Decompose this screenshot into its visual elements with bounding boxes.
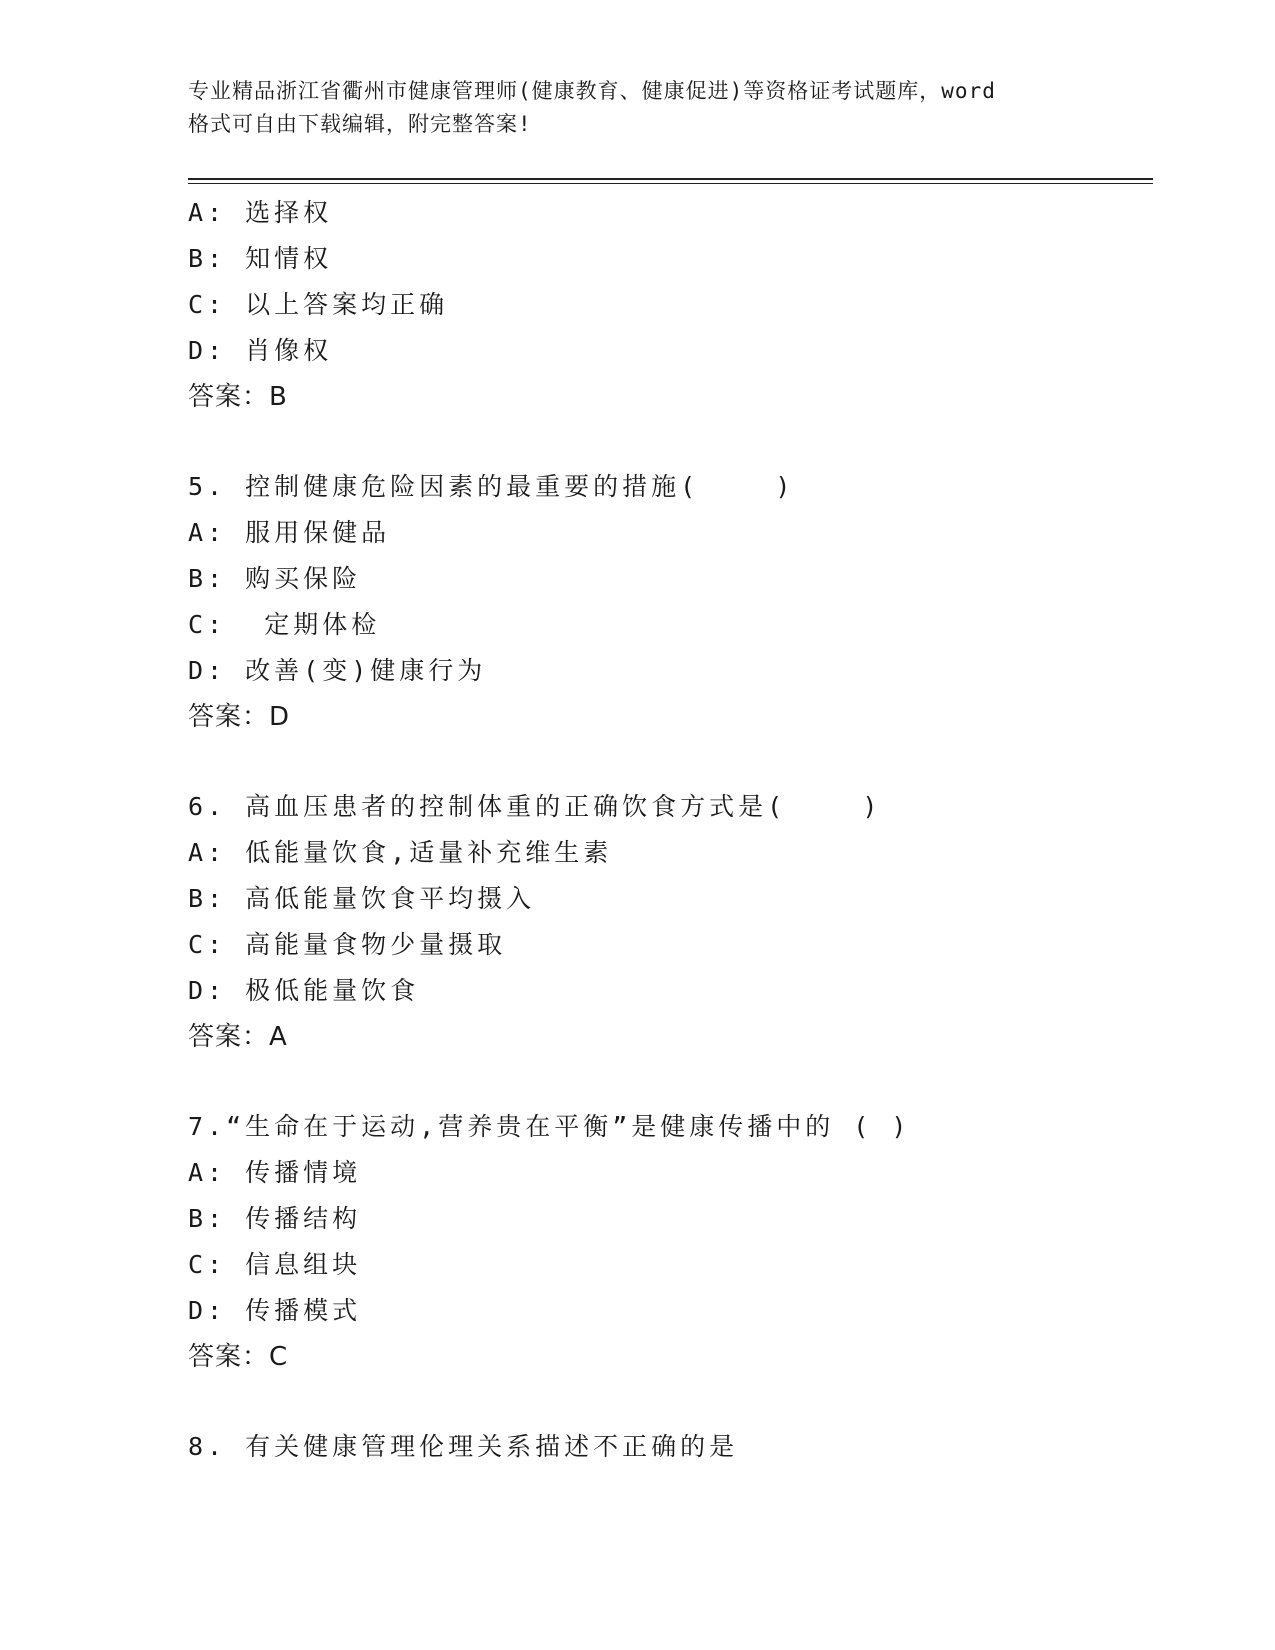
spacer — [188, 740, 1148, 784]
spacer — [188, 1380, 1148, 1424]
option-c: C: 定期体检 — [188, 610, 381, 639]
option-d: D: 肖像权 — [188, 336, 333, 365]
header-divider-thick — [188, 178, 1153, 180]
option-a: A: 选择权 — [188, 198, 333, 227]
option-a: A: 传播情境 — [188, 1158, 362, 1187]
question-text: 6. 高血压患者的控制体重的正确饮食方式是( ) — [188, 792, 882, 821]
option-c: C: 以上答案均正确 — [188, 290, 449, 319]
option-b: B: 知情权 — [188, 244, 333, 273]
answer-line: 答案：B — [188, 382, 288, 412]
option-a: A: 服用保健品 — [188, 518, 391, 547]
question-list — [188, 190, 1148, 1470]
question-4-block — [188, 190, 1148, 420]
answer-line: 答案：A — [188, 1022, 288, 1052]
question-7-block — [188, 1104, 1148, 1380]
option-b: B: 传播结构 — [188, 1204, 362, 1233]
spacer — [188, 1060, 1148, 1104]
question-text: 5. 控制健康危险因素的最重要的措施( ) — [188, 472, 795, 501]
option-d: D: 传播模式 — [188, 1296, 362, 1325]
header-line-1: 专业精品浙江省衢州市健康管理师(健康教育、健康促进)等资格证考试题库，word — [188, 79, 996, 103]
option-b: B: 购买保险 — [188, 564, 362, 593]
spacer — [188, 420, 1148, 464]
option-d: D: 改善(变)健康行为 — [188, 656, 487, 685]
option-d: D: 极低能量饮食 — [188, 976, 420, 1005]
header-divider-thin — [188, 183, 1153, 184]
option-c: C: 信息组块 — [188, 1250, 362, 1279]
question-6-block — [188, 784, 1148, 1060]
question-text: 8. 有关健康管理伦理关系描述不正确的是 — [188, 1432, 739, 1461]
document-header — [188, 75, 1088, 141]
answer-line: 答案：D — [188, 702, 291, 732]
option-a: A: 低能量饮食,适量补充维生素 — [188, 838, 613, 867]
question-5-block — [188, 464, 1148, 740]
question-text: 7.“生命在于运动,营养贵在平衡”是健康传播中的 ( ) — [188, 1112, 911, 1141]
option-b: B: 高低能量饮食平均摄入 — [188, 884, 536, 913]
question-8-block — [188, 1424, 1148, 1470]
answer-line: 答案：C — [188, 1342, 289, 1372]
option-c: C: 高能量食物少量摄取 — [188, 930, 507, 959]
header-line-2: 格式可自由下载编辑，附完整答案! — [188, 112, 532, 136]
